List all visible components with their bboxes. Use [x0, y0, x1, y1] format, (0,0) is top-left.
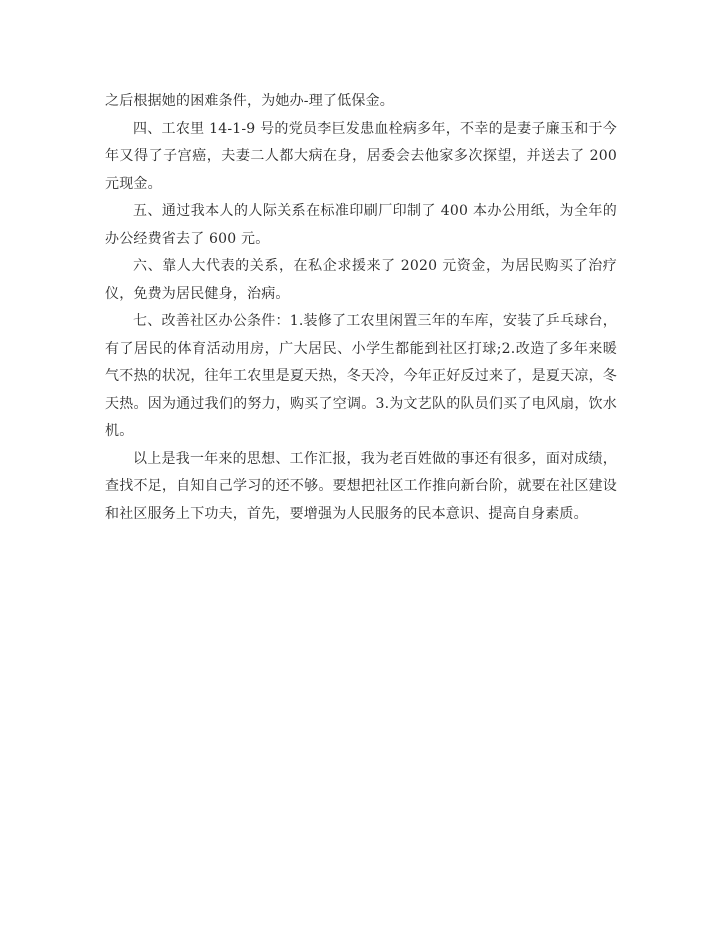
document-body: [105, 88, 617, 528]
paragraph-item-seven: 七、改善社区办公条件：1.装修了工农里闲置三年的车库，安装了乒乓球台，有了居民的体育活动用房，广大居民、小学生都能到社区打球;2.改造了多年来暖气不热的状况，往年工农里是夏天热，冬天冷，今年正好反过来了，是夏天凉，冬天热。因为通过我们的努力，购买了空调。3.为文艺队的队员们买了电风扇，饮水机。: [105, 313, 617, 439]
paragraph-item-five: 五、通过我本人的人际关系在标准印刷厂印制了 400 本办公用纸，为全年的办公经费省去了 600 元。: [105, 203, 617, 247]
paragraph-continuation: 之后根据她的困难条件，为她办-理了低保金。: [105, 93, 394, 109]
paragraph-item-four: 四、工农里 14-1-9 号的党员李巨发患血栓病多年，不幸的是妻子廉玉和于今年又得了子宫癌，夫妻二人都大病在身，居委会去他家多次探望，并送去了 200 元现金。: [105, 120, 617, 192]
paragraph-summary: 以上是我一年来的思想、工作汇报，我为老百姓做的事还有很多，面对成绩，查找不足，自知自己学习的还不够。要想把社区工作推向新台阶，就要在社区建设和社区服务上下功夫，首先，要增强为人民服务的民本意识、提高自身素质。: [105, 450, 617, 522]
paragraph-item-six: 六、靠人大代表的关系，在私企求援来了 2020 元资金，为居民购买了治疗仪，免费为居民健身，治病。: [105, 258, 617, 302]
